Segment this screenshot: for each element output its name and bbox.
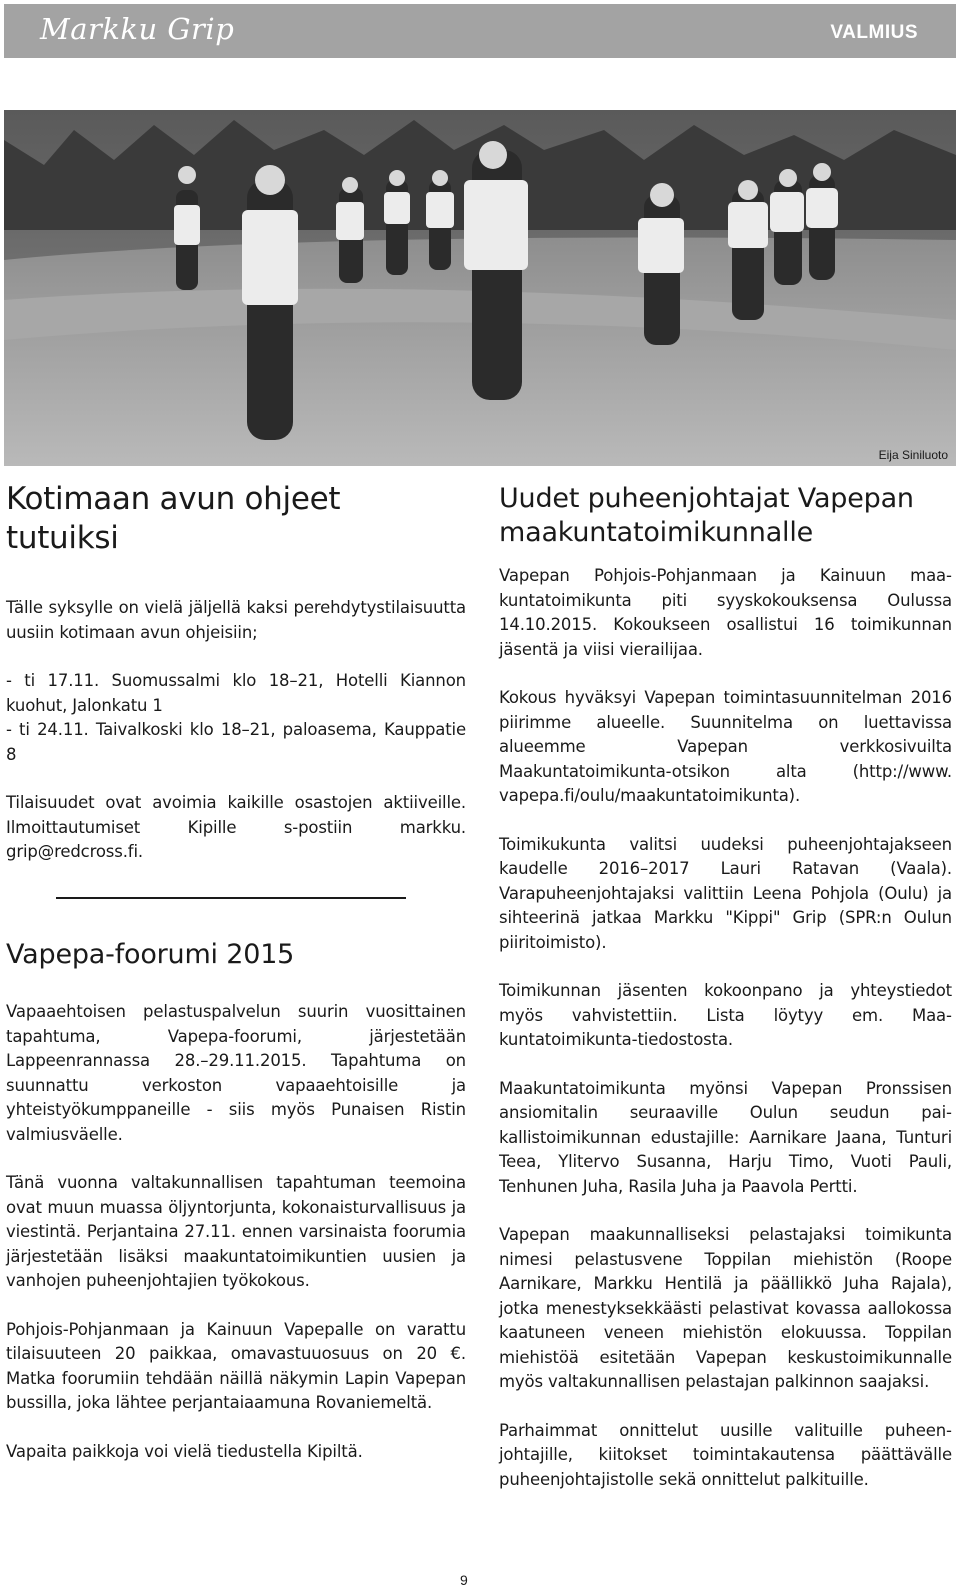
page-number: 9 (460, 1572, 468, 1588)
article-paragraph: - ti 17.11. Suomussalmi klo 18–21, Hotelli Kiannon kuohut, Jalonkatu 1 (6, 671, 466, 715)
article-paragraph: Maakuntatoimikunta myönsi Vapepan Pronssisen ansiomitalin seuraaville Oulun seudun paikallistoimikunnan edustajille: Aarnikare Jaana, Tunturi Teea, Ylitervo Susanna, Harju Timo, Vuoti Pauli, Tenhunen Juha, Rasila Juha ja Paavola Pertti. (499, 1078, 952, 1196)
article-paragraph: Tälle syksylle on vielä jäljellä kaksi perehdytystilaisuutta uusiin kotimaan avun ohjeisiin; (6, 598, 466, 642)
left-column-lower (6, 938, 466, 1464)
article-paragraph: Kokous hyväksyi Vapepan toimintasuunnitelman 2016 piirimme alueelle. Suunnitelma on luettavissa alueemme Vapepan verkkosivuilta Maakuntatoimikunta-otsikon alta (http://www. vapepa.fi/oulu/maakuntatoimikunta). (499, 688, 952, 805)
article-title: Vapepa-foorumi 2015 (6, 939, 295, 970)
right-column (499, 482, 952, 1492)
section-divider (56, 897, 406, 899)
article-paragraph: Tilaisuudet ovat avoimia kaikille osastojen aktiiveille. Ilmoittautumiset Kipille s-postiin markku. grip@redcross.fi. (6, 793, 466, 861)
article-paragraph: - ti 24.11. Taivalkoski klo 18–21, paloasema, Kauppatie 8 (6, 720, 466, 764)
photo-search-team-icon (4, 110, 956, 466)
article-paragraph: Vapepan maakunnalliseksi pelastajaksi toimikunta nimesi pelastusvene Toppilan miehistön (Roope Aarnikare, Markku Hentilä ja päällikkö Juha Rajala), jotka menestyksekkäästi pelastivat kovassa aallokossa kaatuneen veneen miehistön elokuussa. Toppilan miehistöä esitetään Vapepan keskustoimikunnalle myös valtakunnallisen pelastajan palkinnon saajaksi. (499, 1225, 952, 1391)
article-paragraph: Vapaaehtoisen pelastuspalvelun suurin vuosittainen tapahtuma, Vapepa-foorumi, järjestetään Lappeenrannassa 28.–29.11.2015. Tapahtuma on suunnattu verkoston vapaaehtoisille ja yhteistyökumppaneille - siis myös Punaisen Ristin valmiusväelle. (6, 1002, 466, 1144)
section-label: VALMIUS (830, 22, 918, 43)
article-paragraph: Vapaita paikkoja voi vielä tiedustella Kipiltä. (6, 1441, 363, 1461)
photo-credit: Eija Siniluoto (878, 448, 948, 462)
article-title: Kotimaan avun ohjeet tutuiksi (6, 481, 341, 556)
left-column (6, 480, 466, 865)
article-paragraph: Toimikukunta valitsi uudeksi puheenjohtajakseen kaudelle 2016–2017 Lauri Ratavan (Vaala). Varapuheenjohtajaksi valittiin Leena Pohjola (Oulu) ja sihteerinä jatkaa Markku "Kippi" Grip (SPR:n Oulun piiritoimisto). (499, 834, 952, 952)
article-paragraph: Pohjois-Pohjanmaan ja Kainuun Vapepalle on varattu tilaisuuteen 20 paikkaa, omavastuuosuus on 20 €. Matka foorumiin tehdään näillä näkymin Lapin Vapepan bussilla, joka lähtee perjantaiaamuna Rovaniemeltä. (6, 1319, 466, 1412)
author-brand: Markku Grip (40, 12, 235, 46)
article-paragraph: Parhaimmat onnittelut uusille valituille puheenjohtajille, kiitokset toimintakautensa päättävälle puheenjohtajistolle sekä onnittelut palkituille. (499, 1420, 952, 1489)
article-photo (4, 110, 956, 466)
article-paragraph: Toimikunnan jäsenten kokoonpano ja yhteystiedot myös vahvistettiin. Lista löytyy em. Maakuntatoimikunta-tiedostosta. (499, 981, 952, 1049)
article-title: Uudet puheenjohtajat Vapepan maakuntatoimikunnalle (499, 483, 914, 548)
article-paragraph: Vapepan Pohjois-Pohjanmaan ja Kainuun maakuntatoimikunta piti syyskokouksensa Oulussa 14.10.2015. Kokoukseen osallistui 16 toimikunnan jäsentä ja viisi vierailijaa. (499, 566, 952, 659)
article-paragraph: Tänä vuonna valtakunnallisen tapahtuman teemoina ovat muun muassa öljyntorjunta, kokonaisturvallisuus ja viestintä. Perjantaina 27.11. ennen varsinaista foorumia järjestetään lisäksi maakuntatoimikuntien uusien ja vanhojen puheenjohtajien työkokous. (6, 1173, 466, 1290)
page-header (4, 4, 956, 58)
